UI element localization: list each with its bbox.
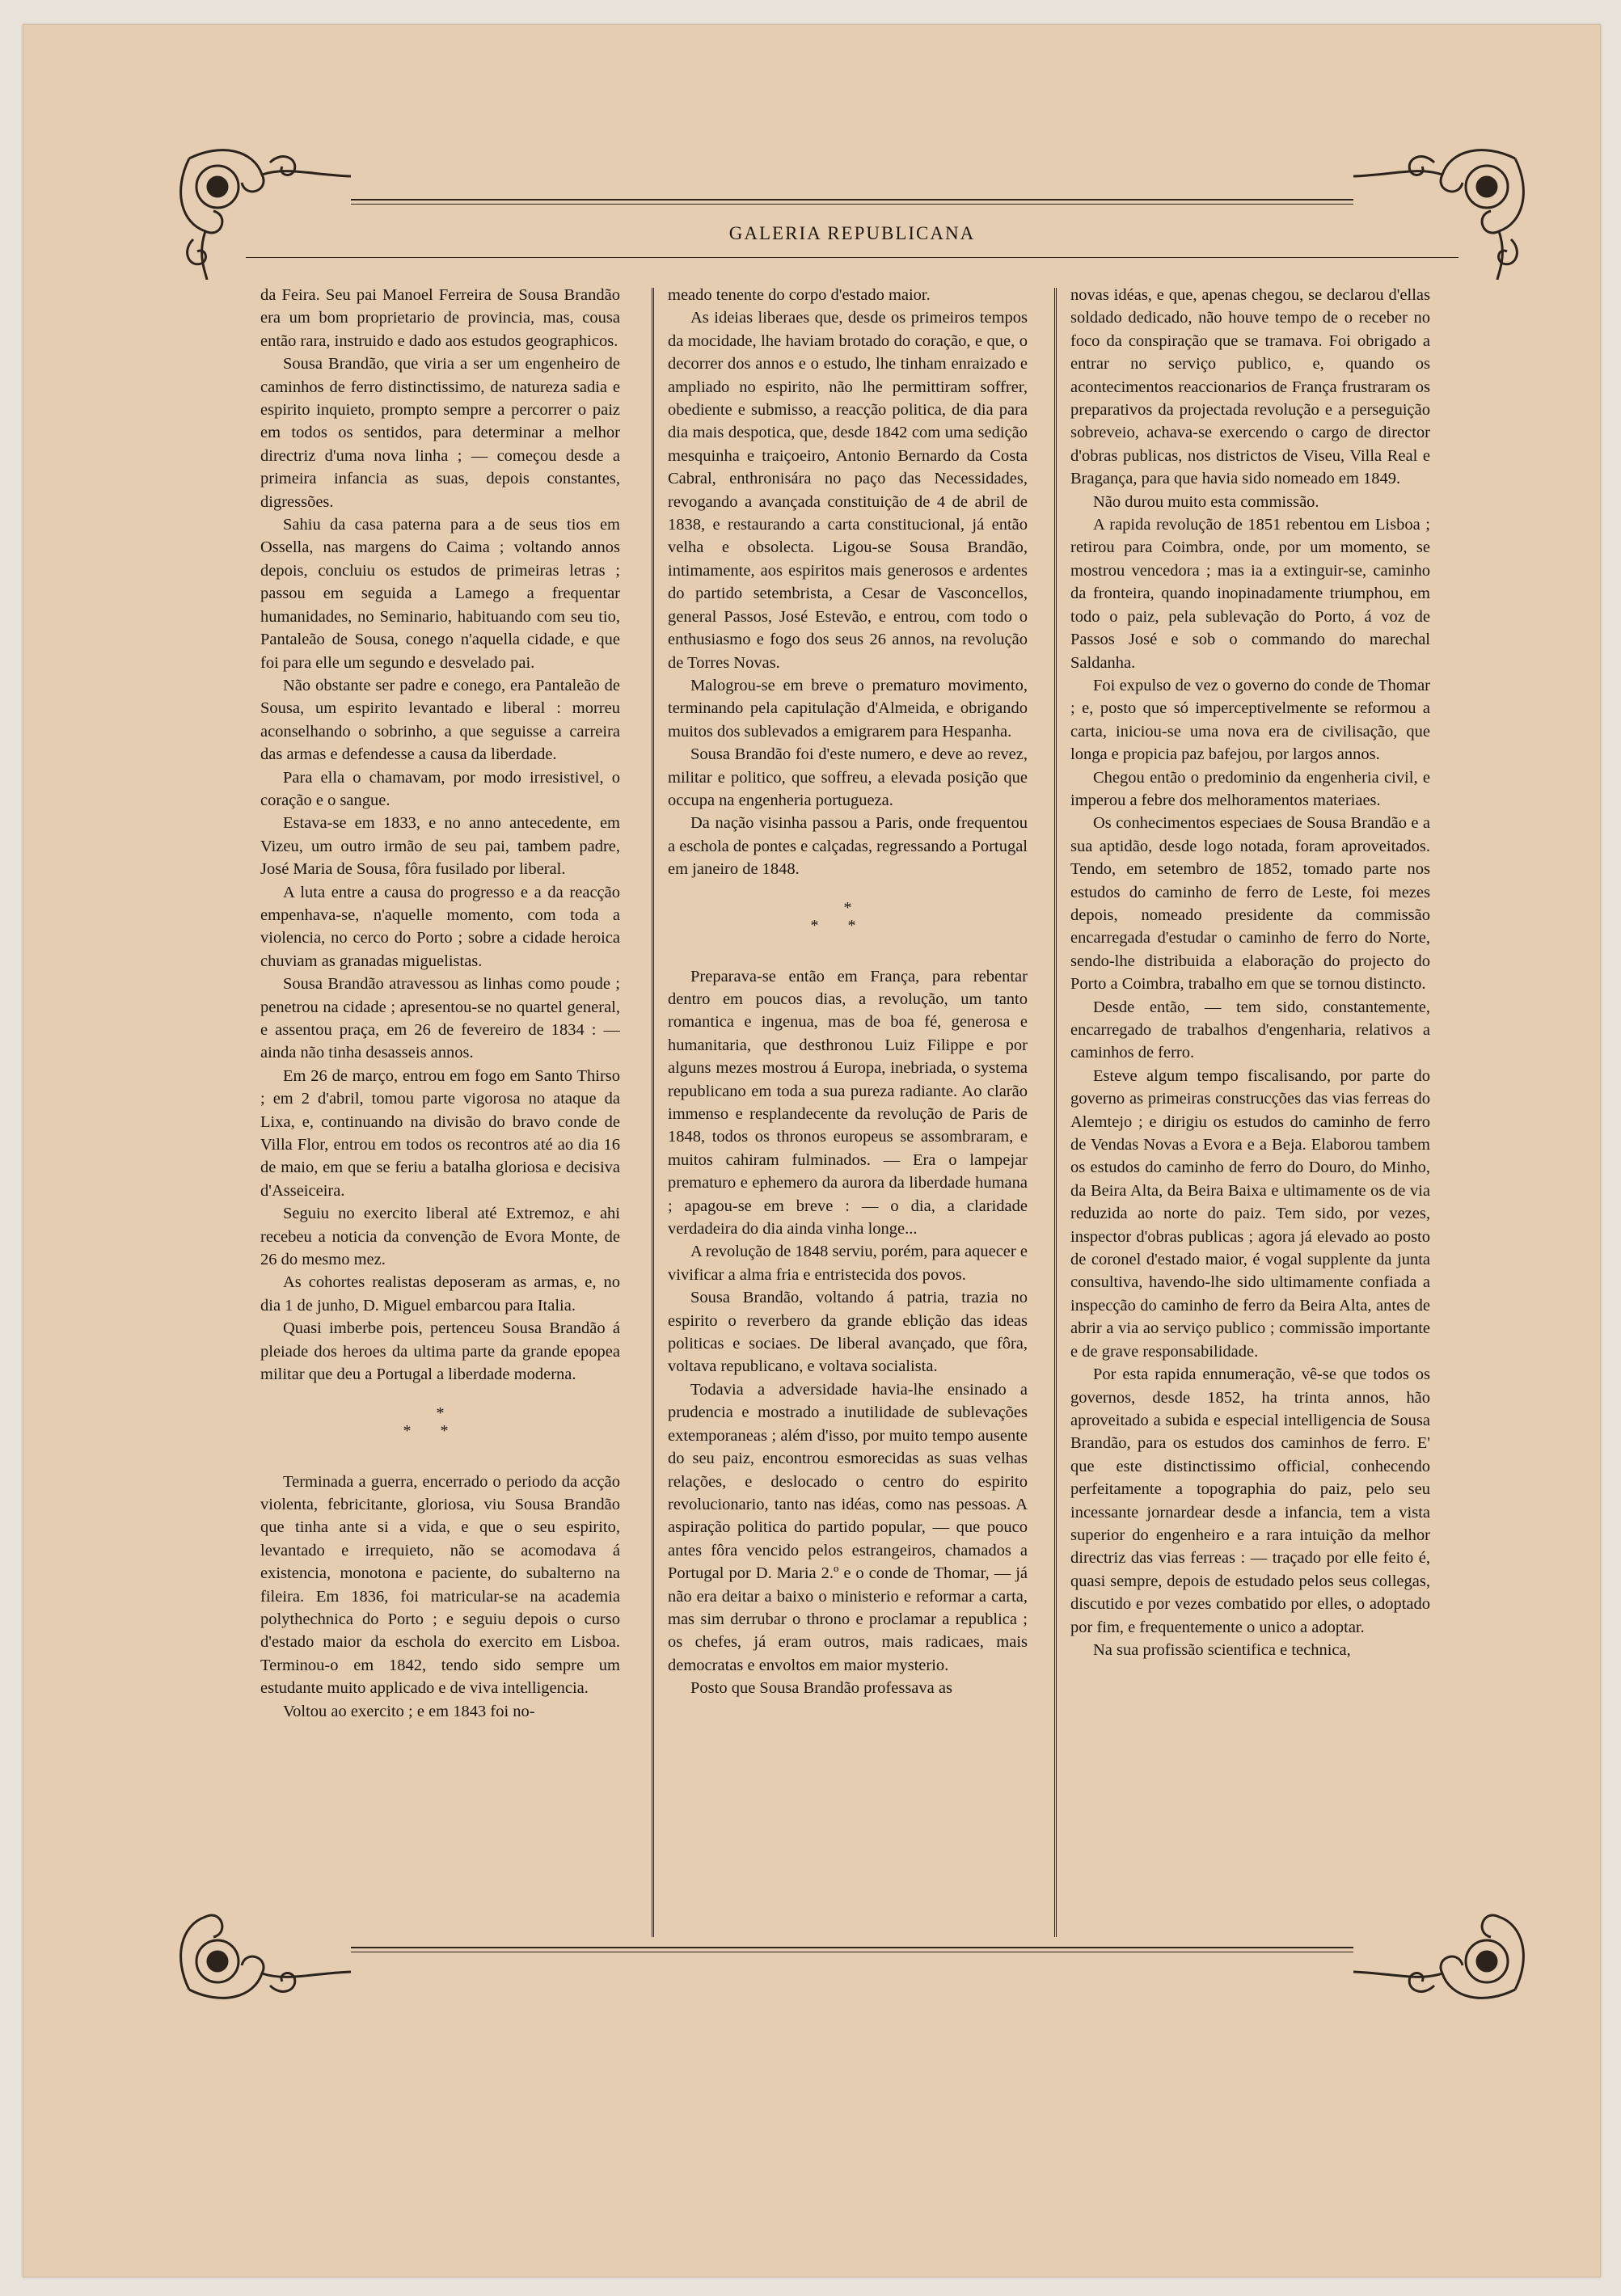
- paragraph: Sahiu da casa paterna para a de seus tios em Ossella, nas margens do Caima ; voltando annos depois, concluiu os estudos de primeiras letras ; passou em seguida a Lamego a frequentar humanidades, no Seminario, habituando com seu tio, Pantaleão de Sousa, conego n'aquella cidade, e que foi para elle um segundo e desvelado pai.: [260, 516, 620, 672]
- paragraph: As ideias liberaes que, desde os primeiros tempos da mocidade, lhe haviam brotado do coração, e que, o decorrer dos annos e o estudo, lhe tinham enraizado e ampliado no espirito, não lhe permittiram soffrer, obediente e submisso, a reacção politica, de dia para dia mais despotica, que, desde 1842 com uma sedição mesquinha e traiçoeiro, Antonio Bernardo da Costa Cabral, enthronisára no paço das Necessidades, revogando a avançada constituição de 4 de abril de 1838, e restaurando a carta constitucional, já então velha e obsolecta. Ligou-se Sousa Brandão, intimamente, aos espiritos mais generosos e ardentes do partido setembrista, a Cesar de Vasconcellos, general Passos, José Estevão, e entrou, com todo o enthusiasmo e fogo dos seus 26 annos, na revolução de Torres Novas.: [668, 309, 1028, 672]
- corner-ornament-top-right: [1345, 142, 1531, 280]
- paragraph: Sousa Brandão, voltando á patria, trazia no espirito o reverbero da grande eblição das ideas politicas e sociaes. De liberal avançado, que fôra, voltava republicano, e voltava socialista.: [668, 1289, 1028, 1376]
- paragraph: A luta entre a causa do progresso e a da reacção empenhava-se, n'aquelle momento, com toda a violencia, no cerco do Porto ; sobre a cidade heroica chuviam as granadas miguelistas.: [260, 883, 620, 970]
- paragraph: Para ella o chamavam, por modo irresistivel, o coração e o sangue.: [260, 768, 620, 809]
- paragraph: Sousa Brandão foi d'este numero, e deve ao revez, militar e politico, que soffreu, a elevada posição que occupa na engenheria portugueza.: [668, 745, 1028, 809]
- paragraph: Sousa Brandão, que viria a ser um engenheiro de caminhos de ferro distinctissimo, de natureza sadia e espirito inquieto, prompto sempre a percorrer o paiz em todos os sentidos, para determinar a melhor directriz d'uma nova linha ; — começou desde a primeira infancia as suas, depois constantes, digressões.: [260, 355, 620, 511]
- paragraph: A revolução de 1848 serviu, porém, para aquecer e vivificar a alma fria e entristecida dos povos.: [668, 1243, 1028, 1284]
- corner-ornament-top-left: [173, 142, 359, 280]
- paragraph: Terminada a guerra, encerrado o periodo da acção violenta, febricitante, gloriosa, viu Sousa Brandão que tinha ante si a vida, e que o seu espirito, levantado e irrequieto, não se acomodava á existencia, monotona e paciente, do subalterno na fileira. Em 1836, foi matricular-se na academia polythechnica do Porto ; e seguiu depois o curso d'estado maior da eschola do exercito em Lisboa. Terminou-o em 1842, tendo sido sempre um estudante muito applicado e de viva intelligencia.: [260, 1472, 620, 1698]
- paragraph: Seguiu no exercito liberal até Extremoz, e ahi recebeu a noticia da convenção de Evora Monte, de 26 do mesmo mez.: [260, 1205, 620, 1269]
- paragraph: Não durou muito esta commissão.: [1093, 492, 1319, 511]
- asterism-star: *: [847, 916, 885, 935]
- paragraph: Foi expulso de vez o governo do conde de Thomar ; e, posto que só imperceptivelmente se reformou a carta, iniciou-se uma nova era de civilisação, que longa e propicia paz bafejou, por largos annos.: [1070, 676, 1430, 764]
- paragraph: Esteve algum tempo fiscalisando, por parte do governo as primeiras construcções das vias ferreas do Alemtejo ; e dirigiu os estudos do caminho de ferro de Vendas Novas a Evora e a Beja. Elaborou tambem os estudos do caminho de ferro do Douro, do Minho, da Beira Alta, da Beira Baixa e ultimamente os de via reduzida ao norte do paiz. Tem sido, por vezes, inspector d'obras publicas ; agora já elevado ao posto de coronel d'estado maior, é vogal supplente da junta consultiva, havendo-lhe sido ultimamente confiada a inspecção do caminho de ferro da Beira Alta, antes de abrir a via ao serviço publico ; commissão importante e de grave responsabilidade.: [1070, 1066, 1430, 1361]
- asterism-star: *: [440, 1421, 478, 1440]
- paragraph: Sousa Brandão atravessou as linhas como poude ; penetrou na cidade ; apresentou-se no quartel general, e assentou praça, em 26 de fevereiro de 1834 : — ainda não tinha desasseis annos.: [260, 975, 620, 1062]
- paragraph: Quasi imberbe pois, pertenceu Sousa Brandão á pleiade dos heroes da ultima parte da grande epopea militar que deu a Portugal a liberdade moderna.: [260, 1319, 620, 1384]
- paragraph: Malogrou-se em breve o prematuro movimento, terminando pela capitulação d'Almeida, e obrigando muitos dos sublevados a emigrarem para Hespanha.: [668, 676, 1028, 741]
- paragraph: Os conhecimentos especiaes de Sousa Brandão e a sua aptidão, desde logo notada, foram aproveitados. Tendo, em setembro de 1852, tomado parte nos estudos do caminho de ferro de Leste, foi mezes depois, nomeado presidente da commissão encarregada d'estudar o caminho de ferro do Norte, sendo-lhe distribuida a elaboração do projecto do Porto a Coimbra, trabalho em que se tornou distincto.: [1070, 814, 1430, 994]
- paragraph: Preparava-se então em França, para rebentar dentro em poucos dias, a revolução, um tanto romantica e ingenua, mas de boa fé, generosa e humanitaria, que desthronou Luiz Filippe e por alguns mezes mostrou á Europa, inebriada, o systema republicano em toda a sua pureza radiante. Ao clarão immenso e resplandecente da revolução de Paris de 1848, todos os thronos europeus se assombraram, e muitos cahiram fulminados. — Era o lampejar prematuro e ephemero da aurora da liberdade humana ; apagou-se em breve : — o dia, a claridade verdadeira do dia ainda vinha longe...: [668, 967, 1028, 1239]
- paragraph: Em 26 de março, entrou em fogo em Santo Thirso ; em 2 d'abril, tomou parte vigorosa no ataque da Lixa, e, continuando na divisão do bravo conde de Villa Flor, entrou em todos os recontros até ao dia 16 de maio, em que se feriu a batalha gloriosa e decisiva d'Asseiceira.: [260, 1066, 620, 1200]
- column-rule-2: [1054, 288, 1057, 1937]
- asterism-star: *: [403, 1421, 441, 1440]
- paragraph: da Feira. Seu pai Manoel Ferreira de Sousa Brandão era um bom proprietario de provincia, mas, cousa então rara, instruido e dado aos estudos geographicos.: [260, 286, 620, 350]
- paragraph: Da nação visinha passou a Paris, onde frequentou a eschola de pontes e calçadas, regressando a Portugal em janeiro de 1848.: [668, 814, 1028, 879]
- bottom-border-rule: [351, 1947, 1353, 1948]
- section-break-asterism: [260, 1404, 620, 1440]
- paragraph: novas idéas, e que, apenas chegou, se declarou d'ellas soldado dedicado, não houve tempo de o receber no foco da conspiração que se tramava. Foi obrigado a entrar no serviço publico, e, quando os acontecimentos reaccionarios de França frustraram os preparativos da projectada revolução e a perseguição sobreveio, achava-se exercendo o cargo de director d'obras publicas, nos districtos de Viseu, Villa Real e Bragança, para que havia sido nomeado em 1849.: [1070, 286, 1430, 488]
- paragraph: Estava-se em 1833, e no anno antecedente, em Vizeu, um outro irmão de seu pai, tambem padre, José Maria de Sousa, fôra fusilado por liberal.: [260, 814, 620, 879]
- paragraph: A rapida revolução de 1851 rebentou em Lisboa ; retirou para Coimbra, onde, por um momento, se mostrou vencedora ; mas ia a extinguir-se, caminho da fronteira, quando inopinadamente triumphou, em todo o paiz, pela sublevação do Porto, á voz de Passos José e sob o commando do marechal Saldanha.: [1070, 516, 1430, 672]
- asterism-star: *: [810, 916, 848, 935]
- asterism-star: *: [436, 1403, 445, 1422]
- paragraph: meado tenente do corpo d'estado maior.: [668, 286, 931, 304]
- section-break-asterism: [668, 899, 1028, 935]
- page-frame: [181, 150, 1523, 1990]
- paragraph: Voltou ao exercito ; e em 1843 foi no-: [283, 1702, 535, 1720]
- text-column-2: [668, 284, 1028, 1937]
- text-column-1: [260, 284, 620, 1937]
- asterism-star: *: [843, 898, 852, 917]
- paragraph: Todavia a adversidade havia-lhe ensinado a prudencia e mostrado a inutilidade de sublevações extemporaneas ; além d'isso, por muito tempo ausente do seu paiz, encontrou esmorecidas as suas velhas relações, e deslocado o centro do espirito revolucionario, tanto nas idéas, como nas pessoas. A aspiração politica do partido popular, — que pouco antes fôra vencido pelos estrangeiros, chamados a Portugal por D. Maria 2.º e o conde de Thomar, — já não era deitar a baixo o ministerio e reformar a carta, mas sim derrubar o throno e proclamar a republica ; os chefes, já eram outros, mais radicaes, mais democratas e envoltos em maior mysterio.: [668, 1380, 1028, 1674]
- running-title: GALERIA REPUBLICANA: [728, 223, 976, 243]
- paragraph: Na sua profissão scientifica e technica,: [1093, 1640, 1351, 1659]
- top-border-rule: [351, 199, 1353, 200]
- paragraph: Por esta rapida ennumeração, vê-se que todos os governos, desde 1852, ha trinta annos, hão aproveitado a subida e especial intelligencia de Sousa Brandão, para os estudos dos caminhos de ferro. E' que este distinctissimo official, conhecendo perfeitamente a topographia do paiz, pelo seu incessante jornardear desde a infancia, tem a vista superior do engenheiro e a rara intuição da melhor directriz das vias ferreas : — traçado por elle feito é, quasi sempre, depois de estudado pelos seus collegas, discutido e por vezes combatido por elles, o adoptado por fim, e frequentemente o unico a adoptar.: [1070, 1365, 1430, 1636]
- paragraph: As cohortes realistas deposeram as armas, e, no dia 1 de junho, D. Miguel embarcou para Italia.: [260, 1273, 620, 1315]
- paragraph: Posto que Sousa Brandão professava as: [690, 1679, 952, 1698]
- top-border-rule-inner: [351, 204, 1353, 205]
- header-underline: [246, 257, 1458, 258]
- newspaper-page: [23, 24, 1601, 2277]
- paragraph: Chegou então o predominio da engenheria civil, e imperou a febre dos melhoramentos materiaes.: [1070, 768, 1430, 809]
- paragraph: Desde então, — tem sido, constantemente, encarregado de trabalhos d'engenharia, relativos a caminhos de ferro.: [1070, 998, 1430, 1062]
- paragraph: Não obstante ser padre e conego, era Pantaleão de Sousa, um espirito levantado e liberal : morreu aconselhando o sobrinho, a que seguisse a carreira das armas e defendesse a causa da liberdade.: [260, 676, 620, 764]
- text-column-3: [1070, 284, 1430, 1937]
- column-rule-1: [652, 288, 654, 1937]
